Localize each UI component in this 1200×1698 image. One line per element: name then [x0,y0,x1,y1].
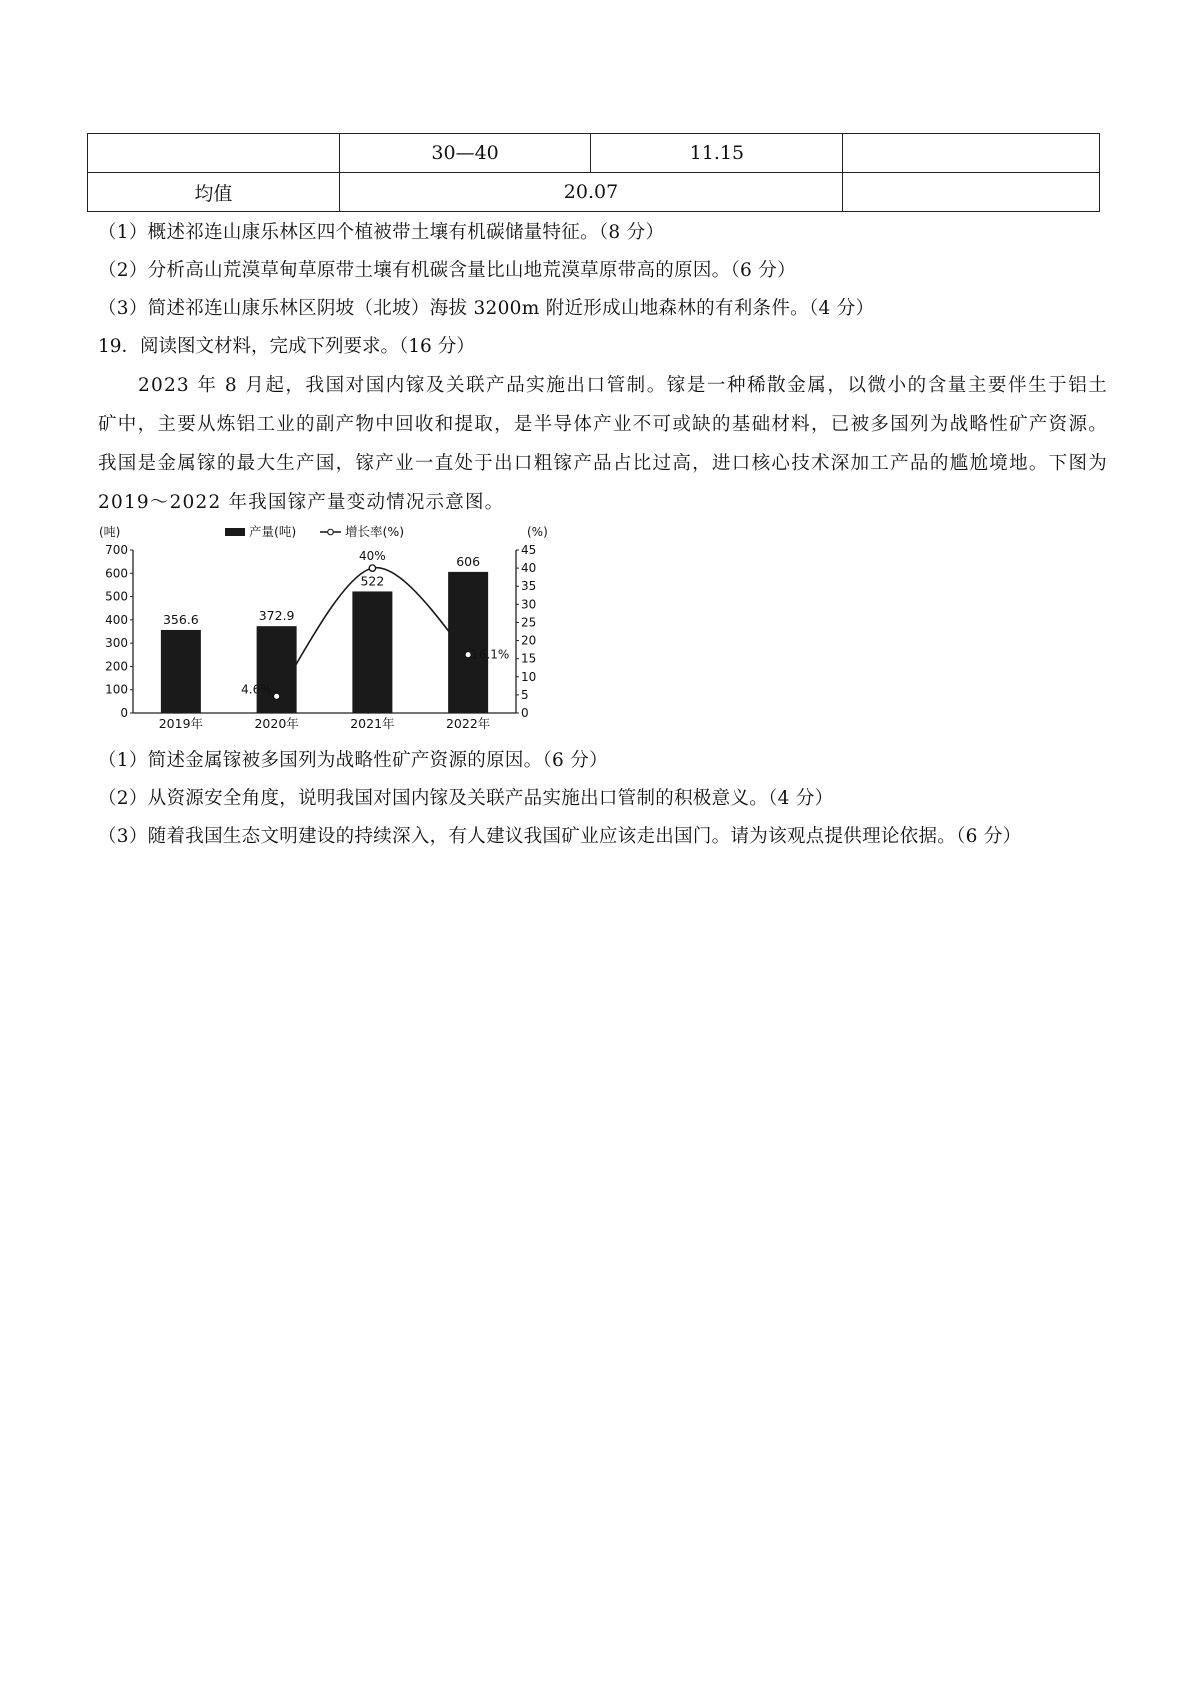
legend-bar-swatch [225,528,245,536]
right-tick-label: 30 [521,597,537,612]
question-18-3: （3）简述祁连山康乐林区阴坡（北坡）海拔 3200m 附近形成山地森林的有利条件。（4 分） [98,298,875,319]
gallium-output-chart [95,522,555,734]
bar-2022年 [448,572,488,713]
table-cell: 11.15 [591,134,843,173]
right-tick-label: 45 [521,543,537,557]
table-cell [88,134,340,173]
left-tick-label: 0 [120,706,128,720]
chart-bars [159,554,491,731]
question-19-2: （2）从资源安全角度，说明我国对国内镓及关联产品实施出口管制的积极意义。（4 分） [98,788,834,809]
right-tick-label: 40 [521,561,537,576]
material-text: 2023 年 8 月起，我国对国内镓及关联产品实施出口管制。镓是一种稀散金属，以微小的含量主要伴生于铝土矿中，主要从炼铝工业的副产物中回收和提取，是半导体产业不可或缺的基础材料，已被多国列为战略性矿产资源。我国是金属镓的最大生产国，镓产业一直处于出口粗镓产品占比过高，进口核心技术深加工产品的尴尬境地。下图为 2019～2022 年我国镓产量变动情况示意图。 [98,375,1108,513]
x-tick-label: 2020年 [254,716,299,731]
x-tick-label: 2019年 [158,716,204,731]
right-tick-label: 15 [521,651,537,666]
table-cell: 30—40 [339,134,591,173]
bar-2021年 [352,591,392,713]
right-tick-label: 25 [521,615,537,630]
table-cell [843,173,1100,212]
bar-value-label: 356.6 [162,611,199,627]
left-tick-label: 700 [105,543,128,557]
right-tick-label: 5 [521,687,529,702]
growth-rate-label: 16.1% [471,647,510,662]
x-tick-label: 2021年 [350,716,395,731]
soil-carbon-table [87,133,1100,212]
growth-point [273,693,279,699]
question-18-1: （1）概述祁连山康乐林区四个植被带土壤有机碳储量特征。（8 分） [98,222,665,243]
right-tick-label: 20 [521,633,537,648]
question-19-3: （3）随着我国生态文明建设的持续深入，有人建议我国矿业应该走出国门。请为该观点提供理论依据。（6 分） [98,826,1022,847]
right-unit-label: (%) [527,525,548,539]
right-tick-label: 0 [521,706,529,720]
growth-rate-label: 4.6% [241,682,272,697]
left-tick-label: 500 [105,589,128,604]
legend-line-label: 增长率(%) [345,524,405,539]
left-unit-label: (吨) [99,525,121,539]
table-cell [843,134,1100,173]
bar-value-label: 522 [360,573,385,589]
table-row [88,173,1100,212]
x-tick-label: 2022年 [445,716,491,731]
legend-bar-label: 产量(吨) [249,524,297,539]
chart-legend [225,524,404,539]
bar-2019年 [161,630,201,713]
legend-line-marker [328,529,334,535]
left-tick-label: 100 [105,682,128,697]
bar-value-label: 372.9 [258,608,295,624]
table-cell-mean: 20.07 [339,173,843,212]
material-paragraph [98,366,1108,522]
left-tick-label: 400 [105,612,128,627]
right-tick-label: 35 [521,579,537,594]
question-18-2: （2）分析高山荒漠草甸草原带土壤有机碳含量比山地荒漠草原带高的原因。（6 分） [98,260,796,281]
question-19-heading: 19．阅读图文材料，完成下列要求。（16 分） [98,336,475,357]
table-row [88,134,1100,173]
left-tick-label: 200 [105,659,128,674]
growth-rate-label: 40% [359,549,386,564]
right-tick-label: 10 [521,669,537,684]
bar-value-label: 606 [456,553,481,569]
left-tick-label: 300 [105,636,128,651]
left-tick-label: 600 [105,566,128,581]
growth-point [369,565,375,571]
table-cell-label: 均值 [88,173,340,212]
question-19-1: （1）简述金属镓被多国列为战略性矿产资源的原因。（6 分） [98,750,608,771]
